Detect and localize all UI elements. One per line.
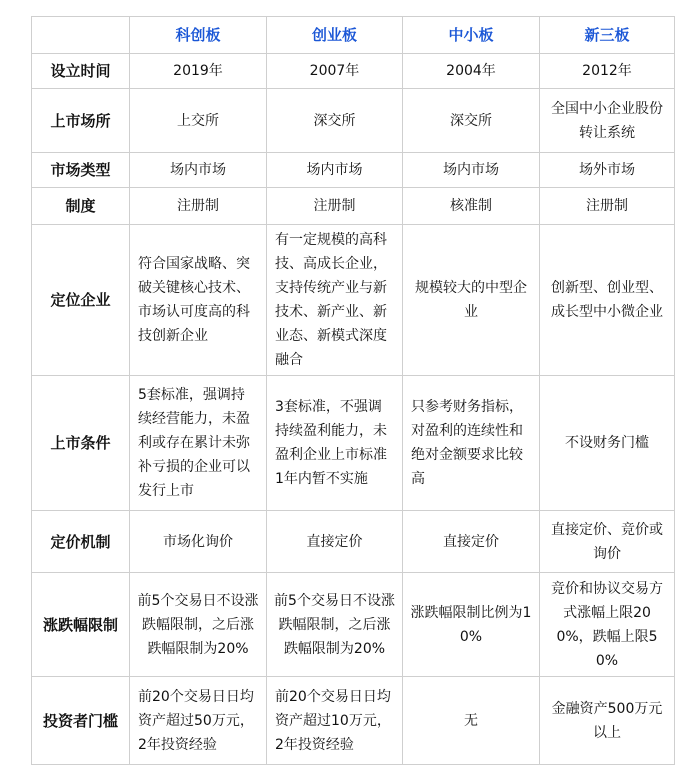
row-header: 上市条件 [32,376,130,511]
comparison-table [31,16,675,765]
table-cell: 前5个交易日不设涨跌幅限制，之后涨跌幅限制为20% [130,573,267,677]
row-header: 市场类型 [32,153,130,188]
row-header: 定位企业 [32,225,130,376]
table-cell: 直接定价、竞价或询价 [540,511,675,573]
table-cell: 2007年 [267,54,403,89]
table-cell: 场内市场 [403,153,540,188]
table-row [32,225,675,376]
table-cell: 前20个交易日日均资产超过10万元，2年投资经验 [267,677,403,765]
table-row [32,54,675,89]
column-header-chinext: 创业板 [267,17,403,54]
table-cell: 创新型、创业型、成长型中小微企业 [540,225,675,376]
column-header-star-market: 科创板 [130,17,267,54]
table-cell: 2019年 [130,54,267,89]
table-cell: 全国中小企业股份转让系统 [540,89,675,153]
column-header-sme-board: 中小板 [403,17,540,54]
table-cell: 直接定价 [403,511,540,573]
row-header: 设立时间 [32,54,130,89]
table-row [32,188,675,225]
table-cell: 前20个交易日日均资产超过50万元，2年投资经验 [130,677,267,765]
table-cell: 符合国家战略、突破关键核心技术、市场认可度高的科技创新企业 [130,225,267,376]
table-cell: 2004年 [403,54,540,89]
table-row [32,89,675,153]
row-header: 定价机制 [32,511,130,573]
table-cell: 竞价和协议交易方式涨幅上限200%，跌幅上限50% [540,573,675,677]
table-row [32,677,675,765]
table-cell: 深交所 [403,89,540,153]
corner-cell [32,17,130,54]
table-row [32,511,675,573]
row-header: 制度 [32,188,130,225]
table-cell: 注册制 [130,188,267,225]
table-header-row [32,17,675,54]
row-header: 涨跌幅限制 [32,573,130,677]
table-cell: 有一定规模的高科技、高成长企业，支持传统产业与新技术、新产业、新业态、新模式深度融合 [267,225,403,376]
table-row [32,153,675,188]
table-cell: 场外市场 [540,153,675,188]
table-cell: 直接定价 [267,511,403,573]
table-cell: 场内市场 [267,153,403,188]
table-cell: 注册制 [267,188,403,225]
table-cell: 只参考财务指标，对盈利的连续性和绝对金额要求比较高 [403,376,540,511]
table-cell: 注册制 [540,188,675,225]
table-cell: 场内市场 [130,153,267,188]
table-cell: 5套标准，强调持续经营能力，未盈利或存在累计未弥补亏损的企业可以发行上市 [130,376,267,511]
table-cell: 金融资产500万元以上 [540,677,675,765]
table-row [32,376,675,511]
table-cell: 涨跌幅限制比例为10% [403,573,540,677]
table-cell: 上交所 [130,89,267,153]
row-header: 投资者门槛 [32,677,130,765]
column-header-neeq: 新三板 [540,17,675,54]
row-header: 上市场所 [32,89,130,153]
table-cell: 2012年 [540,54,675,89]
table-cell: 前5个交易日不设涨跌幅限制，之后涨跌幅限制为20% [267,573,403,677]
table-cell: 规模较大的中型企业 [403,225,540,376]
table-cell: 市场化询价 [130,511,267,573]
table-cell: 不设财务门槛 [540,376,675,511]
table-cell: 核准制 [403,188,540,225]
table-cell: 深交所 [267,89,403,153]
table-row [32,573,675,677]
table-cell: 3套标准，不强调持续盈利能力，未盈利企业上市标准1年内暂不实施 [267,376,403,511]
table-cell: 无 [403,677,540,765]
